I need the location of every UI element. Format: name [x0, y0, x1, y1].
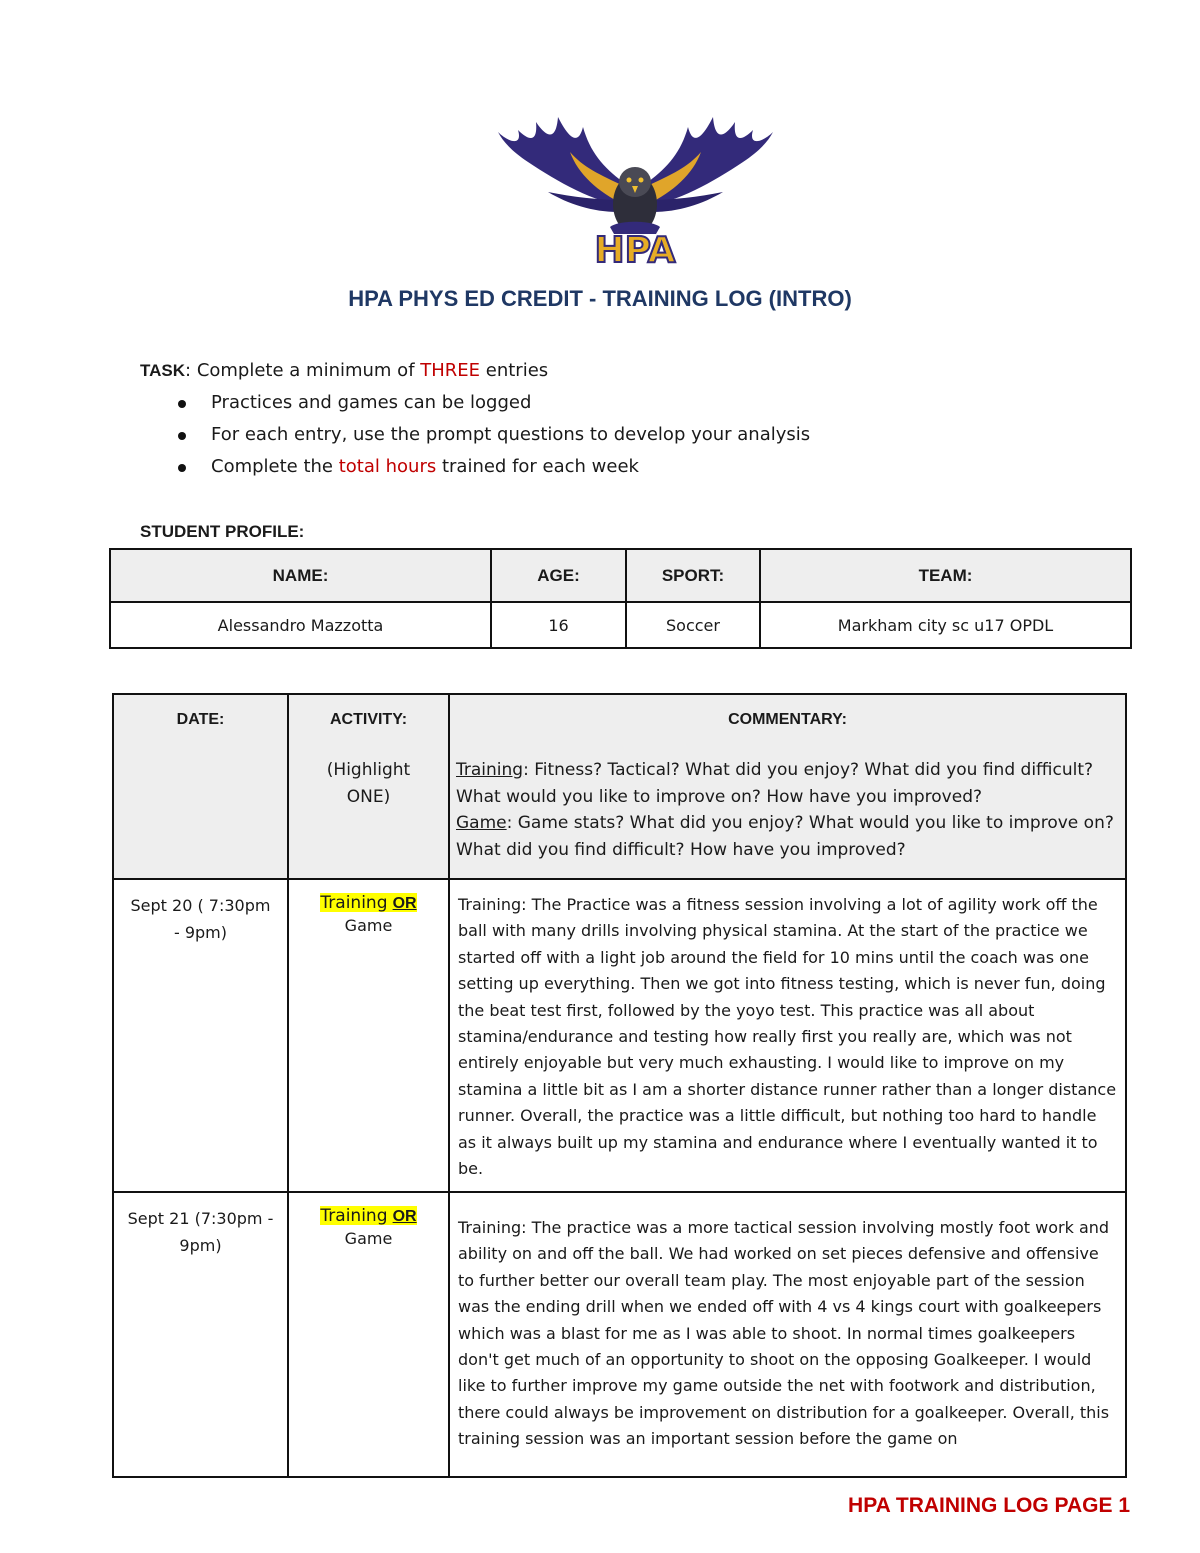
- entry-activity: Training OR Game: [288, 879, 449, 1192]
- student-profile-label: STUDENT PROFILE:: [140, 522, 305, 541]
- entry-commentary: Training: The practice was a more tactical session involving mostly foot work and ability on and off the ball. We had worked on set pieces defensive and offensive to further better our overall team play. The most enjoyable part of the session was the ending drill when we ended off with 4 vs 4 kings court with goalkeepers which was a blast for me as I was able to shoot. In normal times goalkeepers don't get much of an opportunity to shoot on the opposing Goalkeeper. I would like to further improve my game outside the net with footwork and distribution, there could always be improvement on distribution for a goalkeeper. Overall, this training session was an important session before the game on: [449, 1192, 1126, 1477]
- entry-date: Sept 20 ( 7:30pm - 9pm): [113, 879, 288, 1192]
- profile-header-name: NAME:: [110, 549, 491, 602]
- profile-name: Alessandro Mazzotta: [110, 602, 491, 648]
- table-row: [113, 879, 1126, 1192]
- activity-training-highlight: Training OR: [320, 1206, 417, 1226]
- eagle-logo-icon: [498, 112, 773, 274]
- entry-date: Sept 21 (7:30pm - 9pm): [113, 1192, 288, 1477]
- student-profile-table: [109, 548, 1132, 649]
- page-footer: HPA TRAINING LOG PAGE 1: [848, 1494, 1130, 1517]
- task-line: TASK: Complete a minimum of THREE entries: [140, 360, 549, 381]
- list-item: Complete the total hours trained for each week: [178, 455, 810, 487]
- list-item: Practices and games can be logged: [178, 391, 810, 423]
- profile-age: 16: [491, 602, 626, 648]
- training-log-table: [112, 693, 1127, 1478]
- profile-sport: Soccer: [626, 602, 760, 648]
- log-header-date: DATE:: [113, 694, 288, 879]
- entry-commentary: Training: The Practice was a fitness session involving a lot of agility work off the ball with many drills involving physical stamina. At the start of the practice we started off with a light job around the field for 10 mins until the coach was one setting up everything. Then we got into fitness testing, which is never fun, doing the beat test first, followed by the yoyo test. This practice was all about stamina/endurance and testing how really first you really are, which was not entirely enjoyable but very much exhausting. I would like to improve on my stamina a little bit as I am a shorter distance runner rather than a longer distance runner. Overall, the practice was a little difficult, but nothing too hard to handle as it always built up my stamina and endurance where I eventually wanted it to be.: [449, 879, 1126, 1192]
- table-row: [113, 1192, 1126, 1477]
- task-emphasis: THREE: [420, 360, 481, 381]
- profile-header-team: TEAM:: [760, 549, 1131, 602]
- log-header-commentary: COMMENTARY: Training: Fitness? Tactical? What did you enjoy? What did you find difficult? What would you like to improve on? How have you improved? Game: Game stats? What did you enjoy? What would you like to improve on? What did you find difficult? How have you improved?: [449, 694, 1126, 879]
- task-label: TASK: [140, 361, 186, 380]
- svg-text:HPA: HPA: [594, 230, 676, 271]
- activity-training-highlight: Training OR: [320, 893, 417, 913]
- list-item: For each entry, use the prompt questions to develop your analysis: [178, 423, 810, 455]
- entry-activity: Training OR Game: [288, 1192, 449, 1477]
- task-bullets: [178, 391, 810, 487]
- profile-team: Markham city sc u17 OPDL: [760, 602, 1131, 648]
- commentary-prompt: Training: Fitness? Tactical? What did you enjoy? What did you find difficult? What would you like to improve on? How have you improved? Game: Game stats? What did you enjoy? What would you like to improve on? What did you find difficult? How have you improved?: [456, 760, 1114, 860]
- profile-header-age: AGE:: [491, 549, 626, 602]
- profile-header-sport: SPORT:: [626, 549, 760, 602]
- page-title: HPA PHYS ED CREDIT - TRAINING LOG (INTRO): [348, 286, 852, 311]
- log-header-activity: ACTIVITY: (Highlight ONE): [288, 694, 449, 879]
